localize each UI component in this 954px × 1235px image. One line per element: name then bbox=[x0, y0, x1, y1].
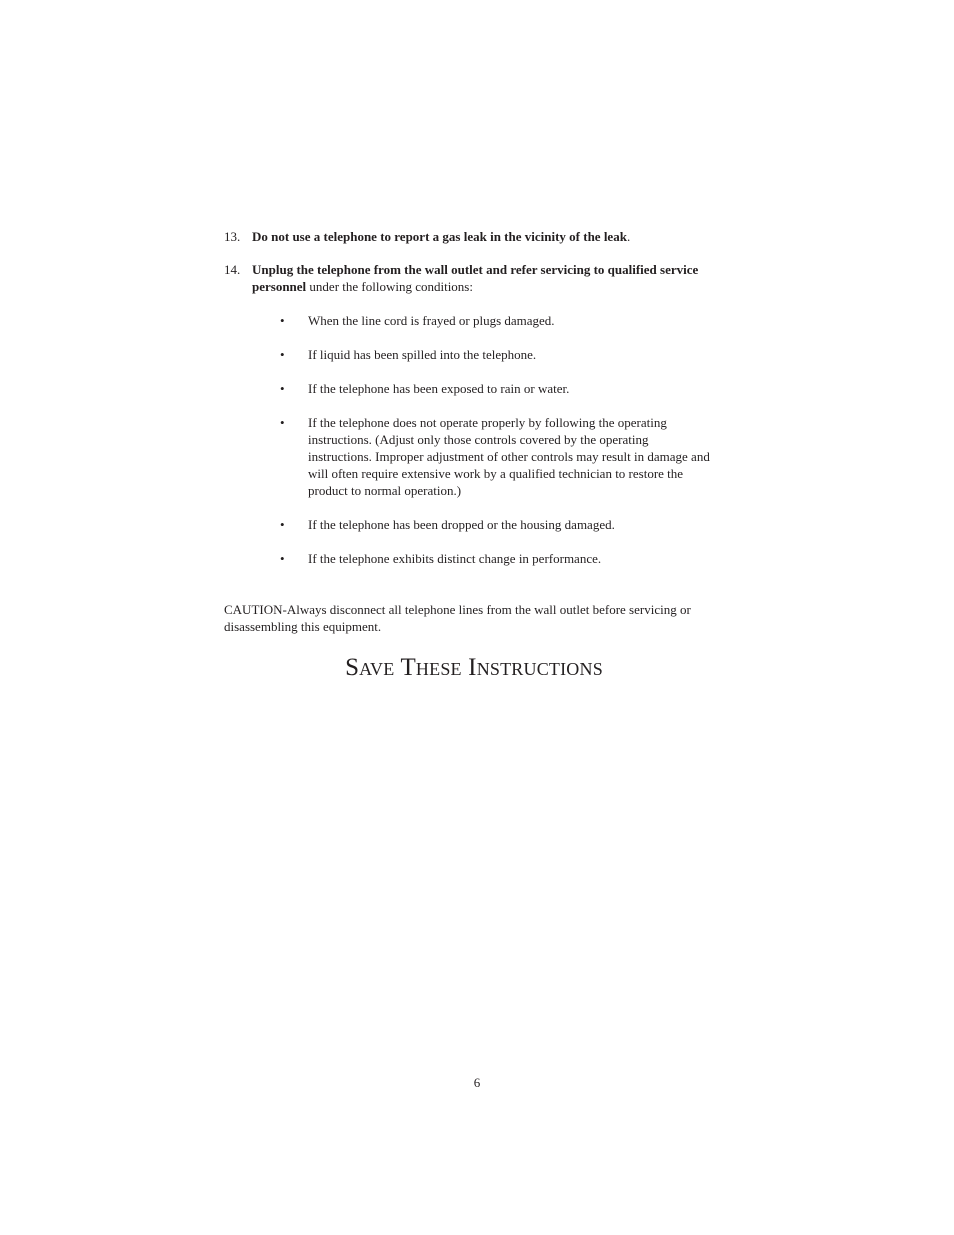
conditions-list bbox=[280, 312, 710, 567]
item-rest-text: under the following conditions: bbox=[306, 279, 473, 294]
bullet-icon: • bbox=[280, 313, 285, 328]
bullet-icon: • bbox=[280, 551, 285, 566]
bullet-icon: • bbox=[280, 415, 285, 430]
condition-item bbox=[280, 380, 710, 397]
item-bold-text: Do not use a telephone to report a gas leak in the vicinity of the leak bbox=[252, 229, 627, 244]
condition-item bbox=[280, 550, 710, 567]
bullet-icon: • bbox=[280, 517, 285, 532]
bullet-icon: • bbox=[280, 381, 285, 396]
page-number: 6 bbox=[473, 1075, 481, 1090]
bullet-icon: • bbox=[280, 347, 285, 362]
condition-item bbox=[280, 312, 710, 329]
condition-text: If the telephone exhibits distinct change in performance. bbox=[308, 551, 602, 566]
condition-item bbox=[280, 516, 710, 533]
condition-text: When the line cord is frayed or plugs damaged. bbox=[308, 313, 555, 328]
caution-note: CAUTION-Always disconnect all telephone lines from the wall outlet before servicing or disassembling this equipment. bbox=[224, 602, 691, 634]
item-rest-text: . bbox=[626, 229, 631, 244]
condition-text: If the telephone does not operate properly by following the operating instructions. (Adjust only those controls covered by the operating instructions. Improper adjustment of other controls may result in damage and will often require extensive work by a qualified technician to restore the product to normal operation.) bbox=[308, 415, 710, 498]
page-content bbox=[224, 228, 744, 685]
condition-text: If the telephone has been dropped or the housing damaged. bbox=[308, 517, 615, 532]
condition-item bbox=[280, 414, 710, 499]
item-bold-text: Unplug the telephone from the wall outlet and refer servicing to qualified service personnel bbox=[252, 262, 699, 294]
condition-text: If the telephone has been exposed to rain or water. bbox=[308, 381, 570, 396]
condition-text: If liquid has been spilled into the telephone. bbox=[308, 347, 537, 362]
condition-item bbox=[280, 346, 710, 363]
item-number: 14. bbox=[224, 262, 241, 277]
save-instructions-heading: Save These Instructions bbox=[345, 654, 603, 681]
item-number: 13. bbox=[224, 229, 241, 244]
list-item-14 bbox=[224, 261, 744, 567]
list-item-13 bbox=[224, 228, 744, 245]
